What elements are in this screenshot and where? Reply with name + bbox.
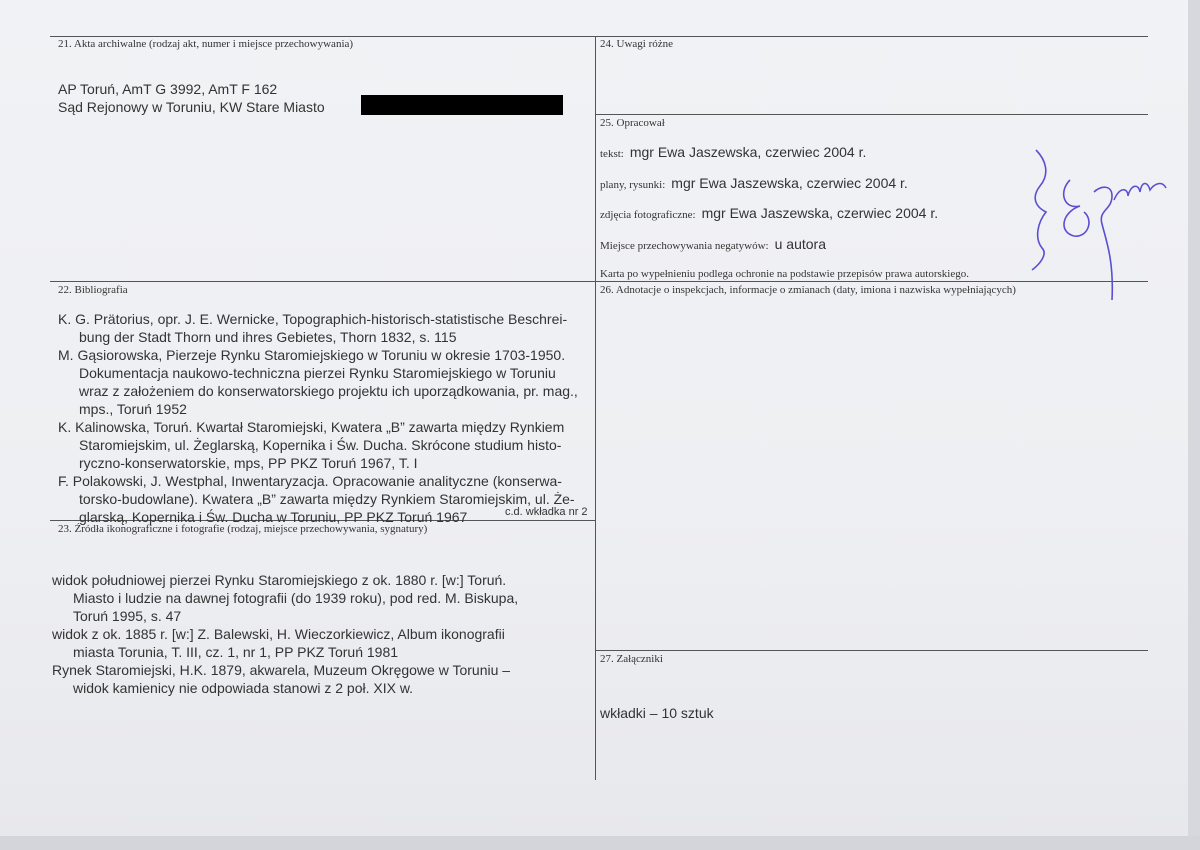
section-23-label: 23. Źródła ikonograficzne i fotografie (rodzaj, miejsce przechowywania, sygnatury) [58, 523, 428, 535]
bibliography-list [58, 310, 578, 526]
archive-line-2: Sąd Rejonowy w Toruniu, KW Stare Miasto [58, 99, 325, 115]
page-edge-right [1188, 0, 1200, 850]
continued-note: c.d. wkładka nr 2 [505, 506, 588, 518]
icon-entry-3: Rynek Staromiejski, H.K. 1879, akwarela, Muzeum Okręgowe w Toruniu – widok kamienicy nie odpowiada stanowi z 2 poł. XIX w. [52, 662, 511, 696]
section-27-label: 27. Załączniki [600, 653, 663, 665]
zdjecia-row [600, 205, 938, 221]
top-rule [50, 36, 1148, 37]
section-21-label: 21. Akta archiwalne (rodzaj akt, numer i miejsce przechowywania) [58, 38, 354, 50]
section-24-label: 24. Uwagi różne [600, 38, 674, 50]
rule-middle [50, 281, 1148, 282]
bib-entry-3: K. Kalinowska, Toruń. Kwartał Staromiejski, Kwatera „B” zawarta między Rynkiem Staromiejskim, ul. Żeglarską, Kopernika i Św. Ducha. Skrócone studium histo- ryczno-konserwatorskie, mps, PP PKZ Toruń 1967, T. I [58, 419, 565, 471]
attachments-value: wkładki – 10 sztuk [600, 705, 714, 721]
tekst-label: tekst: [600, 148, 624, 160]
section-22-label: 22. Bibliografia [58, 284, 128, 296]
karta-note: Karta po wypełnieniu podlega ochronie na podstawie przepisów prawa autorskiego. [600, 268, 969, 280]
plany-label: plany, rysunki: [600, 179, 666, 191]
rule-26-27 [595, 650, 1148, 651]
plany-row [600, 175, 908, 191]
archive-line-1: AP Toruń, AmT G 3992, AmT F 162 [58, 81, 278, 97]
page-edge-bottom [0, 836, 1200, 850]
bib-entry-4: F. Polakowski, J. Westphal, Inwentaryzacja. Opracowanie analityczne (konserwa- torsko-budowlane). Kwatera „B” zawarta między Rynkiem Staromiejskim, ul. Że- glarską, Kopernika i Św. Ducha w Toruniu, PP PKZ Toruń 1967 [58, 473, 575, 525]
miejsce-row [600, 236, 826, 252]
section-25-label: 25. Opracował [600, 117, 665, 129]
zdjecia-value: mgr Ewa Jaszewska, czerwiec 2004 r. [701, 205, 939, 221]
bib-entry-2: M. Gąsiorowska, Pierzeje Rynku Staromiejskiego w Toruniu w okresie 1703-1950. Dokumentacja naukowo-techniczna pierzei Rynku Staromiejskiego w Toruniu wraz z założeniem do konserwatorskiego projektu ich uporządkowania, pr. mag., mps., Toruń 1952 [58, 347, 578, 417]
zdjecia-label: zdjęcia fotograficzne: [600, 209, 696, 221]
bib-entry-1: K. G. Prätorius, opr. J. E. Wernicke, Topographich-historisch-statistische Beschrei- bung der Stadt Thorn und ihres Gebietes, Thorn 1832, s. 115 [58, 311, 568, 345]
plany-value: mgr Ewa Jaszewska, czerwiec 2004 r. [671, 175, 908, 191]
icon-entry-1: widok południowej pierzei Rynku Staromiejskiego z ok. 1880 r. [w:] Toruń. Miasto i ludzie na dawnej fotografii (do 1939 roku), pod red. M. Biskupa, Toruń 1995, s. 47 [52, 572, 519, 624]
rule-24-25 [595, 114, 1148, 115]
section-26-label: 26. Adnotacje o inspekcjach, informacje o zmianach (daty, imiona i nazwiska wypełniających) [600, 284, 1016, 296]
icon-entry-2: widok z ok. 1885 r. [w:] Z. Balewski, H. Wieczorkiewicz, Album ikonografii miasta Torunia, T. III, cz. 1, nr 1, PP PKZ Toruń 1981 [52, 626, 505, 660]
tekst-value: mgr Ewa Jaszewska, czerwiec 2004 r. [629, 144, 867, 160]
miejsce-value: u autora [774, 236, 826, 252]
handwritten-signature [1028, 140, 1168, 310]
center-divider [595, 36, 596, 780]
miejsce-label: Miejsce przechowywania negatywów: [600, 240, 769, 252]
iconography-list [52, 571, 518, 697]
tekst-row [600, 144, 866, 160]
redaction-bar [361, 95, 563, 115]
